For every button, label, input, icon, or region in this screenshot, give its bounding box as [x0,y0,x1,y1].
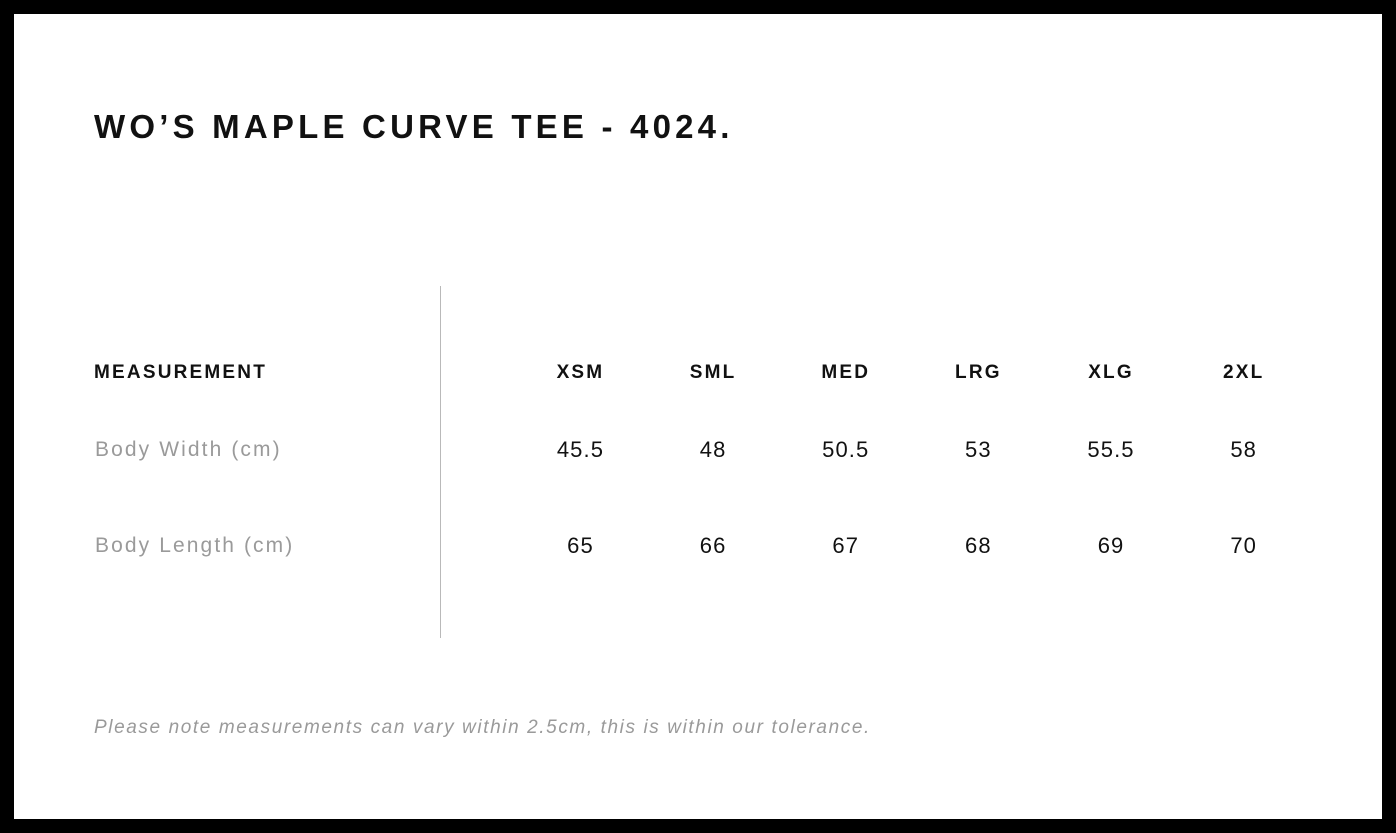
column-header-size: LRG [955,362,1002,383]
column-header-size: MED [821,362,871,383]
measurement-cell: 66 [699,533,727,558]
measurement-cell: 48 [699,437,727,462]
measurement-cell: 55.5 [1087,437,1135,462]
measurement-cell: 53 [965,437,992,462]
row-label: Body Width (cm) [95,438,282,461]
row-label: Body Length (cm) [95,534,295,557]
tolerance-note: Please note measurements can vary within 2.5cm, this is within our tolerance. [94,717,871,738]
size-table-container [14,14,1382,819]
column-header-size: XSM [556,362,605,383]
column-header-size: SML [689,362,737,383]
measurement-cell: 67 [832,533,860,558]
size-chart-page [14,14,1382,819]
page-title: WO’S MAPLE CURVE TEE - 4024. [94,108,734,145]
table-row [94,498,1310,594]
measurement-cell: 68 [965,533,992,558]
measurement-cell: 58 [1230,437,1257,462]
measurement-cell: 50.5 [822,437,870,462]
measurement-cell: 70 [1230,533,1257,558]
table-header-row [94,344,1310,402]
column-header-measurement: MEASUREMENT [94,362,268,383]
size-chart-table [94,344,1310,594]
measurement-cell: 45.5 [556,437,605,462]
column-header-size: 2XL [1222,362,1265,383]
measurement-cell: 65 [567,533,594,558]
column-header-size: XLG [1088,362,1134,383]
table-row [94,402,1310,498]
measurement-cell: 69 [1097,533,1125,558]
